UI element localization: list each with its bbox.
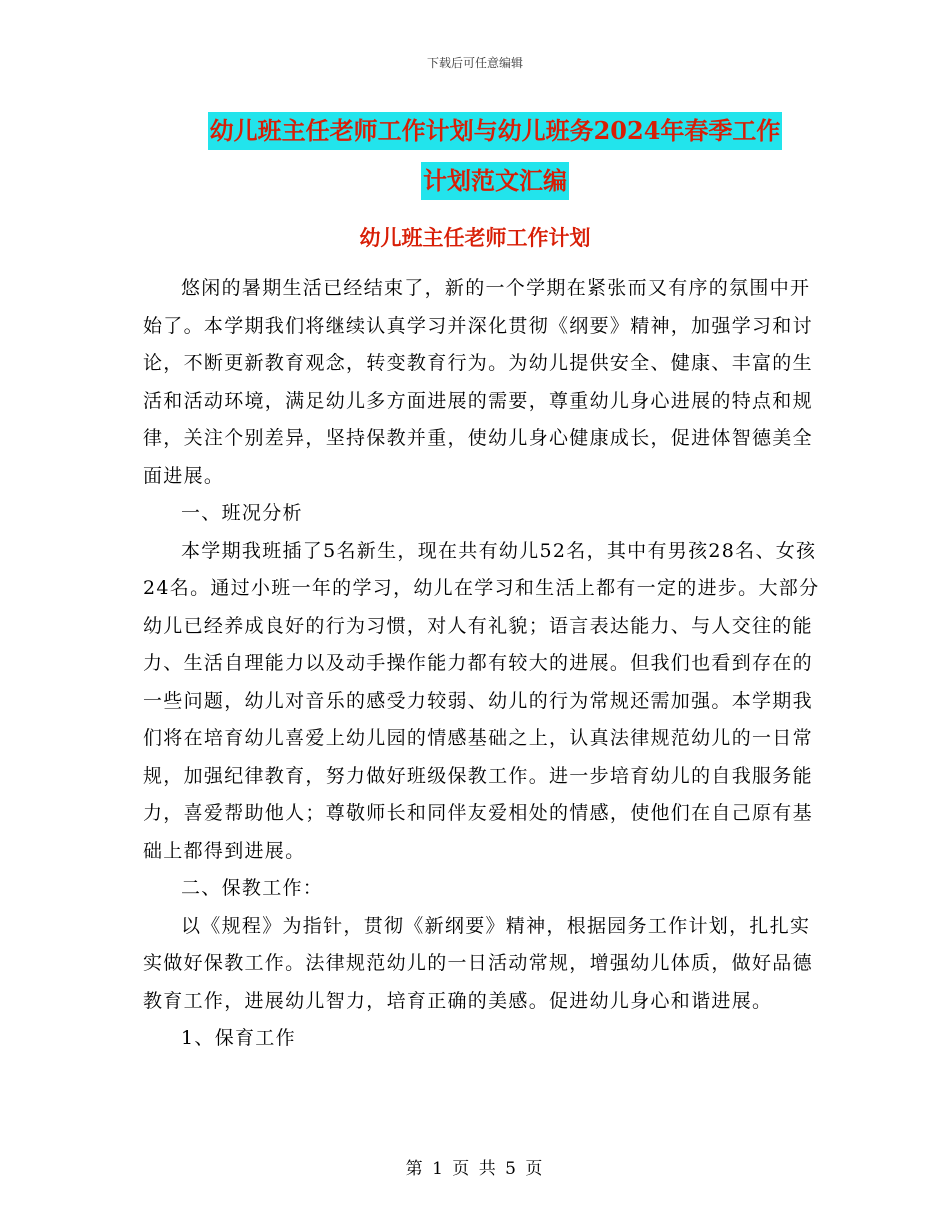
heading-class-analysis: 一、班况分析 bbox=[181, 502, 303, 524]
heading-care-work: 1、保育工作 bbox=[181, 1027, 296, 1049]
paragraph-intro: 悠闲的暑期生活已经结束了，新的一个学期在紧张而又有序的氛围中开始了。本学期我们将继续认真学习并深化贯彻《纲要》精神，加强学习和讨论，不断更新教育观念，转变教育行为。为幼儿提供安全、健康、丰富的生活和活动环境，满足幼儿多方面进展的需要，尊重幼儿身心进展的特点和规律，关注个别差异，坚持保教并重，使幼儿身心健康成长，促进体智德美全面进展。 bbox=[143, 277, 813, 487]
header-note: 下载后可任意编辑 bbox=[426, 56, 523, 70]
document-title bbox=[140, 112, 850, 200]
title-line-1: 幼儿班主任老师工作计划与幼儿班务2024年春季工作 bbox=[208, 112, 783, 150]
section-title: 幼儿班主任老师工作计划 bbox=[359, 225, 591, 250]
paragraph-class-analysis: 本学期我班插了5名新生，现在共有幼儿52名，其中有男孩28名、女孩24名。通过小班一年的学习，幼儿在学习和生活上都有一定的进步。大部分幼儿已经养成良好的行为习惯，对人有礼貌；语言表达能力、与人交往的能力、生活自理能力以及动手操作能力都有较大的进展。但我们也看到存在的一些问题，幼儿对音乐的感受力较弱、幼儿的行为常规还需加强。本学期我们将在培育幼儿喜爱上幼儿园的情感基础之上，认真法律规范幼儿的一日常规，加强纪律教育，努力做好班级保教工作。进一步培育幼儿的自我服务能力，喜爱帮助他人；尊敬师长和同伴友爱相处的情感，使他们在自己原有基础上都得到进展。 bbox=[143, 539, 820, 862]
heading-care-education: 二、保教工作： bbox=[181, 877, 324, 899]
title-line-2: 计划范文汇编 bbox=[421, 162, 569, 200]
paragraph-care-education: 以《规程》为指针，贯彻《新纲要》精神，根据园务工作计划，扎扎实实做好保教工作。法律规范幼儿的一日活动常规，增强幼儿体质，做好品德教育工作，进展幼儿智力，培育正确的美感。促进幼儿身心和谐进展。 bbox=[143, 914, 813, 1012]
page-number: 第 1 页 共 5 页 bbox=[405, 1159, 545, 1179]
document-body bbox=[143, 270, 823, 1058]
